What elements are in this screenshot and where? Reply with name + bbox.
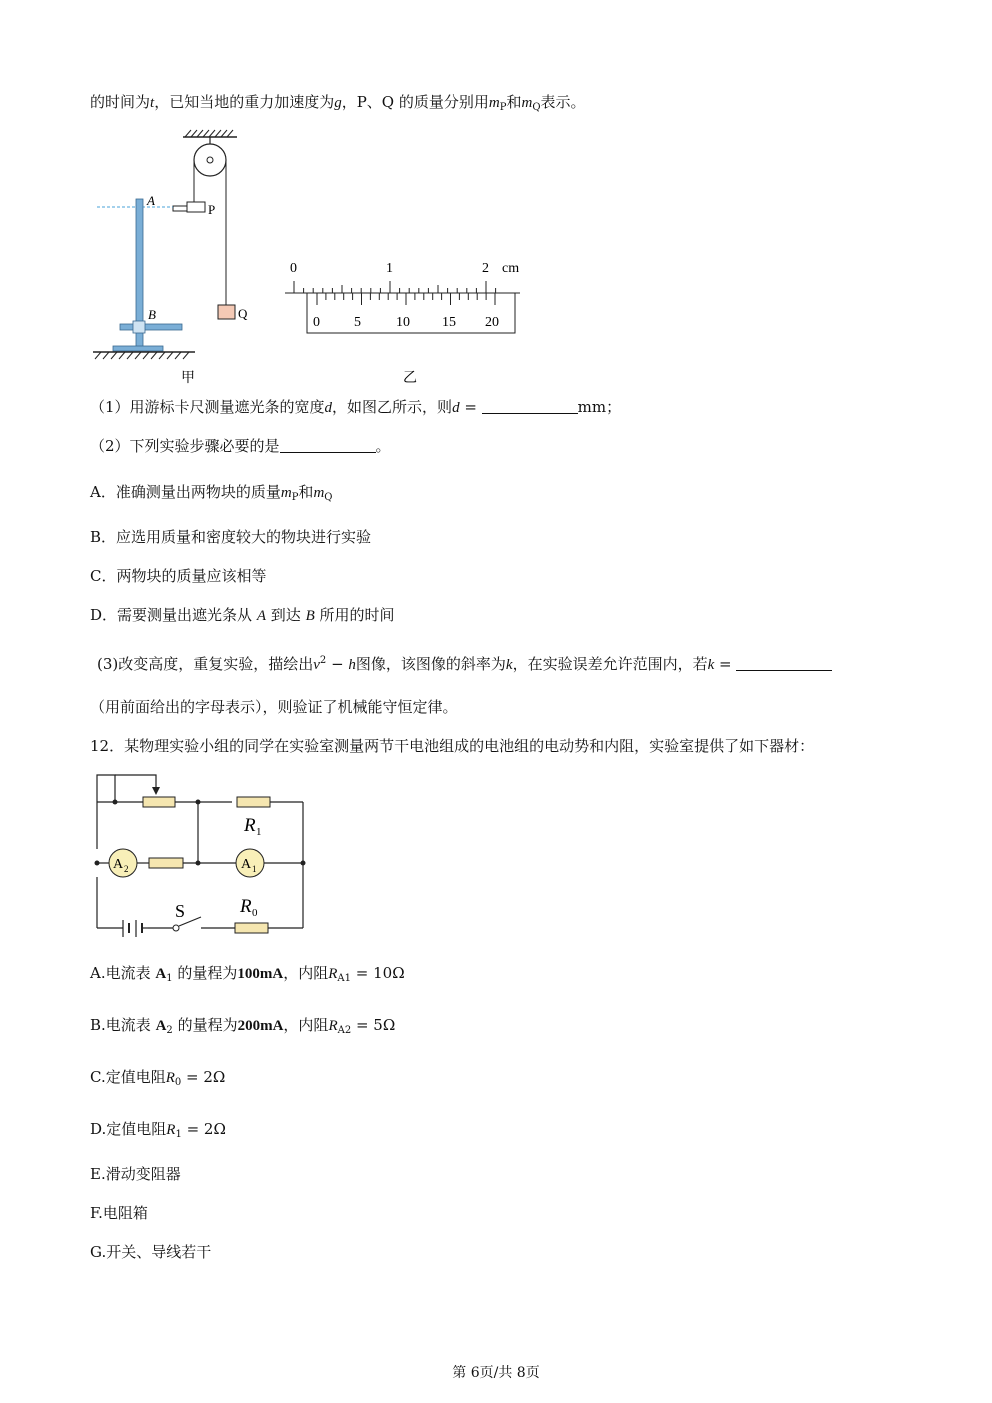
- item-f: F.电阻箱: [90, 1204, 148, 1222]
- answer-blank-3[interactable]: [736, 656, 832, 671]
- r1-label: R: [244, 815, 256, 836]
- scale-unit: cm: [502, 261, 520, 276]
- option-c: C．两物块的质量应该相等: [90, 567, 267, 585]
- item-c: C.定值电阻$R_0 = 2\Omega$: [90, 1068, 226, 1088]
- ammeter-a1-label: A: [241, 857, 252, 872]
- r0-sub: 0: [252, 907, 258, 919]
- r1-sub: 1: [256, 826, 262, 838]
- main-scale-0: 0: [290, 261, 297, 276]
- option-b: B．应选用质量和密度较大的物块进行实验: [90, 528, 372, 546]
- question-1: （1）用游标卡尺测量遮光条的宽度d，如图乙所示，则d = mm；: [90, 398, 622, 416]
- item-b: B.电流表 $A_2$ 的量程为200mA，内阻$R_{A2} = 5\Omega$: [90, 1016, 396, 1036]
- label-A: A: [147, 193, 155, 208]
- question-2: （2）下列实验步骤必要的是 。: [90, 437, 391, 455]
- figure-yi: [280, 255, 530, 385]
- item-d: D.定值电阻$R_1 = 2\Omega$: [90, 1120, 226, 1140]
- figure-yi-label: 乙: [403, 371, 417, 386]
- ammeter-a2-sub: 2: [124, 864, 129, 874]
- ammeter-a2-label: A: [113, 857, 124, 872]
- label-P: P: [208, 202, 216, 217]
- switch-label: S: [175, 901, 186, 921]
- main-scale-1: 1: [386, 261, 393, 276]
- page-footer: 第 6页/共 8页: [452, 1365, 540, 1381]
- label-B: B: [148, 307, 156, 322]
- label-Q: Q: [238, 306, 248, 321]
- vernier-scale-5: 5: [354, 315, 361, 330]
- item-a: A.电流表 $A_1$ 的量程为100mA，内阻$R_{A1} = 10\Omega$: [90, 964, 405, 984]
- vernier-scale-15: 15: [442, 315, 456, 330]
- main-scale-2: 2: [482, 261, 489, 276]
- vernier-scale-10: 10: [396, 315, 410, 330]
- circuit-diagram: [90, 765, 315, 945]
- item-e: E.滑动变阻器: [90, 1165, 181, 1183]
- answer-blank-2[interactable]: [280, 438, 376, 453]
- intro-line: 的时间为t，已知当地的重力加速度为g，P、Q 的质量分别用$m_P$和$m_Q$表示。: [90, 93, 586, 113]
- vernier-scale-20: 20: [485, 315, 499, 330]
- item-g: G.开关、导线若干: [90, 1243, 212, 1261]
- question-3-cont: （用前面给出的字母表示），则验证了机械能守恒定律。: [90, 698, 458, 716]
- answer-blank-1[interactable]: [482, 399, 578, 414]
- ammeter-a1-sub: 1: [252, 864, 257, 874]
- question-12: 12．某物理实验小组的同学在实验室测量两节干电池组成的电池组的电动势和内阻，实验室提供了如下器材：: [90, 737, 815, 755]
- figure-jia: [85, 125, 248, 390]
- question-3: (3)改变高度，重复实验，描绘出$v^2 - h$图像，该图像的斜率为k，在实验误差允许范围内，若k =: [97, 651, 832, 675]
- figure-jia-label: 甲: [181, 371, 195, 386]
- option-d: D．需要测量出遮光条从 A 到达 B 所用的时间: [90, 606, 395, 624]
- option-a: A．准确测量出两物块的质量$m_P$和$m_Q$: [90, 483, 333, 503]
- r0-label: R: [240, 896, 252, 917]
- vernier-scale-0: 0: [313, 315, 320, 330]
